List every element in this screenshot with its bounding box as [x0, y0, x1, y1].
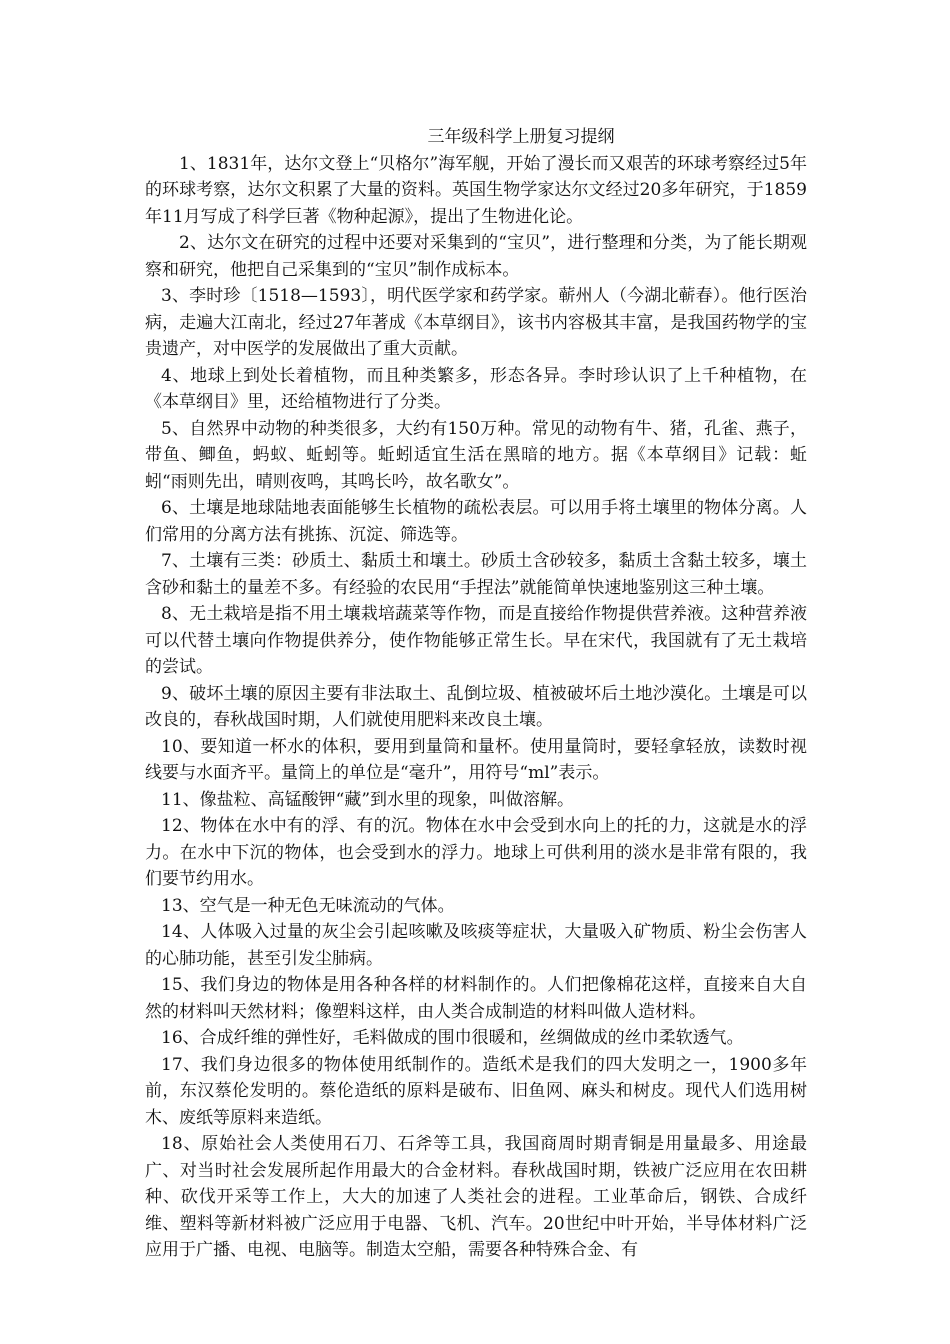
paragraph-16: 16、合成纤维的弹性好，毛料做成的围巾很暖和，丝绸做成的丝巾柔软透气。 [161, 1028, 744, 1048]
paragraph-15: 15、我们身边的物体是用各种各样的材料制作的。人们把像棉花这样，直接来自大自然的材料叫天然材料；像塑料这样，由人类合成制造的材料叫做人造材料。 [145, 975, 807, 1022]
paragraph-5: 5、自然界中动物的种类很多，大约有150万种。常见的动物有牛、猪，孔雀、燕子，带鱼、鲫鱼，蚂蚁、蚯蚓等。蚯蚓适宜生活在黑暗的地方。据《本草纲目》记载：蚯蚓“雨则先出，晴则夜鸣，其鸣长吟，故名歌女”。 [145, 418, 807, 492]
paragraph-14: 14、人体吸入过量的灰尘会引起咳嗽及咳痰等症状，大量吸入矿物质、粉尘会伤害人的心肺功能，甚至引发尘肺病。 [145, 922, 807, 969]
paragraph-7: 7、土壤有三类：砂质土、黏质土和壤土。砂质土含砂较多，黏质土含黏土较多，壤土含砂和黏土的量差不多。有经验的农民用“手捏法”就能简单快速地鉴别这三种土壤。 [145, 551, 807, 598]
paragraph-3: 3、李时珍〔1518—1593〕，明代医学家和药学家。蕲州人（今湖北蕲春）。他行医治病，走遍大江南北，经过27年著成《本草纲目》，该书内容极其丰富，是我国药物学的宝贵遗产，对中医学的发展做出了重大贡献。 [145, 286, 807, 359]
paragraph-18: 18、原始社会人类使用石刀、石斧等工具，我国商周时期青铜是用量最多、用途最广、对当时社会发展所起作用最大的合金材料。春秋战国时期，铁被广泛应用在农田耕种、砍伐开采等工作上，大大的加速了人类社会的进程。工业革命后，钢铁、合成纤维、塑料等新材料被广泛应用于电器、飞机、汽车。20世纪中叶开始，半导体材料广泛应用于广播、电视、电脑等。制造太空船，需要各种特殊合金、有 [145, 1134, 807, 1260]
document-title: 三年级科学上册复习提纲 [427, 127, 615, 147]
paragraph-13: 13、空气是一种无色无味流动的气体。 [161, 895, 455, 916]
paragraph-17: 17、我们身边很多的物体使用纸制作的。造纸术是我们的四大发明之一，1900多年前，东汉蔡伦发明的。蔡伦造纸的原料是破布、旧鱼网、麻头和树皮。现代人们选用树木、废纸等原料来造纸。 [145, 1054, 807, 1128]
paragraph-10: 10、要知道一杯水的体积，要用到量筒和量杯。使用量筒时，要轻拿轻放，读数时视线要与水面齐平。量筒上的单位是“毫升”，用符号“ml”表示。 [145, 736, 807, 783]
paragraph-8: 8、无土栽培是指不用土壤栽培蔬菜等作物，而是直接给作物提供营养液。这种营养液可以代替土壤向作物提供养分，使作物能够正常生长。早在宋代，我国就有了无土栽培的尝试。 [145, 604, 807, 677]
paragraph-11: 11、像盐粒、高锰酸钾“藏”到水里的现象，叫做溶解。 [161, 789, 575, 810]
paragraph-9: 9、破坏土壤的原因主要有非法取土、乱倒垃圾、植被破坏后土地沙漠化。土壤是可以改良的，春秋战国时期，人们就使用肥料来改良土壤。 [145, 683, 807, 730]
document-body [145, 124, 807, 1264]
paragraph-2: 2、达尔文在研究的过程中还要对采集到的“宝贝”，进行整理和分类，为了能长期观察和研究，他把自己采集到的“宝贝”制作成标本。 [145, 233, 807, 280]
paragraph-12: 12、物体在水中有的浮、有的沉。物体在水中会受到水向上的托的力，这就是水的浮力。在水中下沉的物体，也会受到水的浮力。地球上可供利用的淡水是非常有限的，我们要节约用水。 [145, 816, 807, 889]
paragraph-6: 6、土壤是地球陆地表面能够生长植物的疏松表层。可以用手将土壤里的物体分离。人们常用的分离方法有挑拣、沉淀、筛选等。 [145, 498, 807, 545]
paragraph-4: 4、地球上到处长着植物，而且种类繁多，形态各异。李时珍认识了上千种植物，在《本草纲目》里，还给植物进行了分类。 [145, 365, 807, 412]
paragraph-1: 1、1831年，达尔文登上“贝格尔”海军舰，开始了漫长而又艰苦的环球考察经过5年的环球考察，达尔文积累了大量的资料。英国生物学家达尔文经过20多年研究，于1859年11月写成了科学巨著《物种起源》，提出了生物进化论。 [145, 153, 807, 227]
